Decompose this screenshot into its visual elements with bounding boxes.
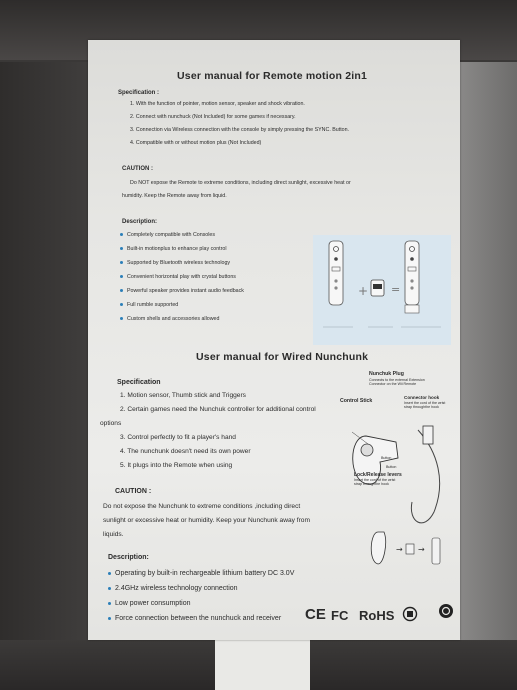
manual1-description-item: Completely compatible with Consoles bbox=[120, 232, 215, 238]
manual2-spec-item: 2. Certain games need the Nunchuk controller for additional control bbox=[120, 406, 316, 413]
manual2-title: User manual for Wired Nunchunk bbox=[196, 351, 369, 363]
manual2-spec-item: 3. Control perfectly to fit a player's hand bbox=[120, 434, 236, 441]
manual1-spec-item: 1. With the function of pointer, motion sensor, speaker and shock vibration. bbox=[130, 101, 305, 107]
bullet-icon bbox=[120, 317, 123, 320]
manual2-caution-heading: CAUTION : bbox=[115, 488, 152, 495]
bullet-icon bbox=[108, 602, 111, 605]
manual2-caution-text: sunlight or excessive heat or humidity. Keep your Nunchunk away from bbox=[103, 517, 310, 524]
bullet-icon bbox=[120, 233, 123, 236]
bullet-icon bbox=[120, 261, 123, 264]
manual1-description-heading: Description: bbox=[122, 219, 158, 225]
bullet-icon bbox=[120, 289, 123, 292]
diagram-label-control-stick: Control Stick bbox=[340, 398, 373, 404]
svg-text:+: + bbox=[358, 284, 369, 298]
bullet-icon bbox=[120, 247, 123, 250]
svg-text:→: → bbox=[418, 545, 425, 554]
svg-text:→: → bbox=[396, 545, 403, 554]
manual2-spec-heading: Specification bbox=[117, 379, 161, 386]
diagram-label-hook-desc: Insert the cord of the wrist strap throughthe hook bbox=[404, 401, 446, 409]
diagram-label-lock: Lock/Release levers bbox=[354, 472, 402, 478]
bullet-icon bbox=[120, 303, 123, 306]
rohs-mark: RoHS bbox=[359, 608, 395, 623]
manual2-caution-text: liquids. bbox=[103, 531, 124, 538]
manual1-description-item: Powerful speaker provides instant audio feedback bbox=[120, 288, 244, 294]
diagram-label-plug: Nunchuk Plug bbox=[369, 371, 404, 377]
manual2-spec-item: 1. Motion sensor, Thumb stick and Triggers bbox=[120, 392, 246, 399]
diagram-label-button-c: Button bbox=[381, 456, 392, 460]
manual2-description-item: Low power consumption bbox=[108, 600, 191, 607]
manual2-caution-text: Do not expose the Nunchunk to extreme conditions ,including direct bbox=[103, 503, 301, 510]
remote-motionplus-diagram bbox=[313, 235, 451, 345]
manual1-title: User manual for Remote motion 2in1 bbox=[177, 70, 368, 82]
diagram-label-lock-desc: Insert the cord of the wrist strap throughthe hook bbox=[354, 478, 396, 486]
manual2-description-heading: Description: bbox=[108, 554, 149, 561]
bullet-icon bbox=[120, 275, 123, 278]
manual1-spec-heading: Specification : bbox=[118, 90, 160, 96]
ce-mark: CE bbox=[305, 606, 326, 623]
manual-panel bbox=[88, 40, 460, 640]
box-side bbox=[455, 62, 517, 642]
diagram-label-plug-desc: Connects to the external Extension Connector on the Wii Remote bbox=[369, 378, 425, 386]
diagram-label-button-z: Button bbox=[386, 465, 397, 469]
manual1-spec-item: 4. Compatible with or without motion plus (Not Included) bbox=[130, 140, 262, 146]
manual2-description-item: 2.4GHz wireless technology connection bbox=[108, 585, 238, 592]
manual2-spec-item: 5. It plugs into the Remote when using bbox=[120, 462, 233, 469]
manual1-spec-item: 2. Connect with nunchuck (Not Included) for some games if necessary. bbox=[130, 114, 296, 120]
svg-text:=: = bbox=[391, 283, 401, 296]
weee-bin-icon bbox=[402, 606, 420, 627]
manual2-description-item: Force connection between the nunchuck and receiver bbox=[108, 615, 281, 622]
manual1-description-item: Full rumble supported bbox=[120, 302, 178, 308]
manual1-spec-item: 3. Connection via Wireless connection with the console by simply pressing the SYNC. Button. bbox=[130, 127, 350, 133]
manual1-description-item: Built-in motionplus to enhance play control bbox=[120, 246, 227, 252]
manual1-description-item: Convenient horizontal play with crystal buttons bbox=[120, 274, 236, 280]
box-flap bbox=[215, 640, 310, 690]
fcc-mark: FC bbox=[331, 608, 349, 623]
manual1-caution-text: humidity. Keep the Remote away from liquid. bbox=[122, 193, 227, 199]
manual2-description-item: Operating by built-in rechargeable lithium battery DC 3.0V bbox=[108, 570, 294, 577]
remote-illustration-icon bbox=[313, 235, 451, 345]
manual1-caution-heading: CAUTION : bbox=[122, 166, 153, 172]
manual1-description-item: Supported by Bluetooth wireless technology bbox=[120, 260, 230, 266]
bullet-icon bbox=[108, 572, 111, 575]
manual1-description-item: Custom shells and accessories allowed bbox=[120, 316, 219, 322]
diagram-label-connector-hook: Connector hook bbox=[404, 395, 440, 400]
box-left-shadow bbox=[0, 62, 90, 642]
bullet-icon bbox=[108, 587, 111, 590]
bullet-icon bbox=[108, 617, 111, 620]
recycle-mark-icon bbox=[438, 603, 454, 624]
manual2-spec-item: 4. The nunchunk doesn't need its own power bbox=[120, 448, 251, 455]
manual1-caution-text: Do NOT expose the Remote to extreme conditions, including direct sunlight, excessive heat or bbox=[130, 180, 351, 186]
manual2-spec-item: options bbox=[100, 420, 122, 427]
